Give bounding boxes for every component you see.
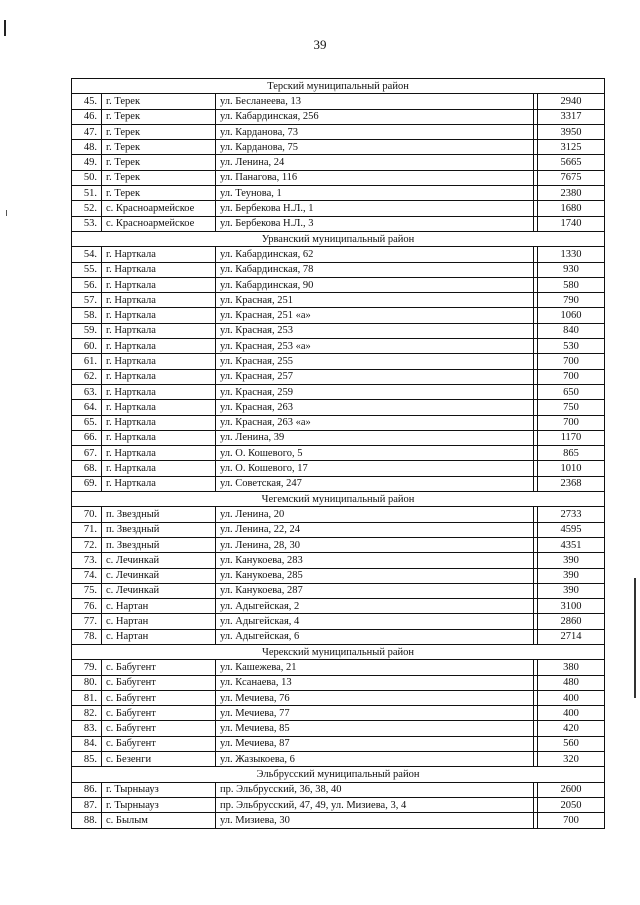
table-row bbox=[72, 629, 605, 644]
row-value: 7675 bbox=[538, 170, 605, 185]
row-number: 50. bbox=[72, 170, 102, 185]
table-row bbox=[72, 507, 605, 522]
row-value: 865 bbox=[538, 446, 605, 461]
table-row bbox=[72, 109, 605, 124]
row-value: 4595 bbox=[538, 522, 605, 537]
section-header-row bbox=[72, 231, 605, 246]
row-locality: г. Нарткала bbox=[102, 354, 216, 369]
table-row bbox=[72, 124, 605, 139]
row-address: ул. Ленина, 20 bbox=[216, 507, 534, 522]
row-locality: г. Терек bbox=[102, 109, 216, 124]
row-locality: г. Нарткала bbox=[102, 339, 216, 354]
row-locality: г. Нарткала bbox=[102, 430, 216, 445]
table-row bbox=[72, 537, 605, 552]
row-value: 790 bbox=[538, 293, 605, 308]
section-title: Урванский муниципальный район bbox=[72, 231, 605, 246]
table-row bbox=[72, 675, 605, 690]
row-number: 60. bbox=[72, 339, 102, 354]
row-address: ул. Кабардинская, 78 bbox=[216, 262, 534, 277]
table-row bbox=[72, 568, 605, 583]
row-value: 700 bbox=[538, 354, 605, 369]
row-number: 80. bbox=[72, 675, 102, 690]
row-locality: г. Нарткала bbox=[102, 323, 216, 338]
row-value: 400 bbox=[538, 690, 605, 705]
row-address: ул. Красная, 257 bbox=[216, 369, 534, 384]
row-locality: г. Нарткала bbox=[102, 400, 216, 415]
row-number: 58. bbox=[72, 308, 102, 323]
row-value: 390 bbox=[538, 583, 605, 598]
section-title: Эльбрусский муниципальный район bbox=[72, 767, 605, 782]
table-row bbox=[72, 797, 605, 812]
row-number: 56. bbox=[72, 277, 102, 292]
row-number: 51. bbox=[72, 186, 102, 201]
row-value: 380 bbox=[538, 660, 605, 675]
row-locality: г. Нарткала bbox=[102, 369, 216, 384]
table-row bbox=[72, 140, 605, 155]
row-value: 390 bbox=[538, 553, 605, 568]
row-number: 72. bbox=[72, 537, 102, 552]
row-value: 3100 bbox=[538, 599, 605, 614]
row-number: 57. bbox=[72, 293, 102, 308]
table-row bbox=[72, 522, 605, 537]
row-address: ул. Мечиева, 76 bbox=[216, 690, 534, 705]
row-locality: с. Лечинкай bbox=[102, 583, 216, 598]
row-number: 71. bbox=[72, 522, 102, 537]
row-value: 700 bbox=[538, 369, 605, 384]
row-number: 49. bbox=[72, 155, 102, 170]
row-address: ул. О. Кошевого, 5 bbox=[216, 446, 534, 461]
row-locality: с. Нартан bbox=[102, 599, 216, 614]
row-address: ул. Кашежева, 21 bbox=[216, 660, 534, 675]
row-address: ул. Канукоева, 283 bbox=[216, 553, 534, 568]
row-value: 560 bbox=[538, 736, 605, 751]
row-number: 74. bbox=[72, 568, 102, 583]
row-number: 53. bbox=[72, 216, 102, 231]
row-number: 76. bbox=[72, 599, 102, 614]
row-value: 3950 bbox=[538, 124, 605, 139]
section-header-row bbox=[72, 644, 605, 659]
row-address: ул. Мизиева, 30 bbox=[216, 813, 534, 828]
table-row bbox=[72, 155, 605, 170]
row-locality: с. Бабугент bbox=[102, 675, 216, 690]
table-row bbox=[72, 323, 605, 338]
table-row bbox=[72, 461, 605, 476]
row-number: 59. bbox=[72, 323, 102, 338]
row-locality: г. Терек bbox=[102, 155, 216, 170]
row-number: 48. bbox=[72, 140, 102, 155]
row-locality: г. Нарткала bbox=[102, 384, 216, 399]
row-locality: с. Красноармейское bbox=[102, 216, 216, 231]
row-value: 2050 bbox=[538, 797, 605, 812]
row-number: 46. bbox=[72, 109, 102, 124]
row-value: 2940 bbox=[538, 94, 605, 109]
row-locality: г. Нарткала bbox=[102, 476, 216, 491]
row-locality: с. Нартан bbox=[102, 629, 216, 644]
row-locality: с. Бабугент bbox=[102, 721, 216, 736]
row-address: ул. Красная, 253 bbox=[216, 323, 534, 338]
row-value: 700 bbox=[538, 415, 605, 430]
section-header-row bbox=[72, 492, 605, 507]
row-locality: п. Звездный bbox=[102, 522, 216, 537]
table-row bbox=[72, 721, 605, 736]
row-locality: п. Звездный bbox=[102, 537, 216, 552]
row-number: 63. bbox=[72, 384, 102, 399]
row-value: 580 bbox=[538, 277, 605, 292]
table-row bbox=[72, 293, 605, 308]
row-value: 1060 bbox=[538, 308, 605, 323]
row-locality: с. Безенги bbox=[102, 752, 216, 767]
row-address: ул. Ленина, 22, 24 bbox=[216, 522, 534, 537]
row-locality: г. Терек bbox=[102, 140, 216, 155]
row-address: ул. Мечиева, 87 bbox=[216, 736, 534, 751]
row-value: 530 bbox=[538, 339, 605, 354]
row-locality: п. Звездный bbox=[102, 507, 216, 522]
row-value: 2860 bbox=[538, 614, 605, 629]
row-locality: г. Нарткала bbox=[102, 415, 216, 430]
row-value: 2380 bbox=[538, 186, 605, 201]
row-number: 69. bbox=[72, 476, 102, 491]
row-address: пр. Эльбрусский, 36, 38, 40 bbox=[216, 782, 534, 797]
row-locality: с. Бабугент bbox=[102, 736, 216, 751]
row-value: 2368 bbox=[538, 476, 605, 491]
row-number: 61. bbox=[72, 354, 102, 369]
row-number: 68. bbox=[72, 461, 102, 476]
table-row bbox=[72, 308, 605, 323]
section-header-row bbox=[72, 79, 605, 94]
row-value: 4351 bbox=[538, 537, 605, 552]
row-address: ул. Кабардинская, 256 bbox=[216, 109, 534, 124]
row-address: ул. Советская, 247 bbox=[216, 476, 534, 491]
row-number: 45. bbox=[72, 94, 102, 109]
table-row bbox=[72, 384, 605, 399]
row-value: 750 bbox=[538, 400, 605, 415]
scan-margin-mark bbox=[4, 20, 6, 36]
row-locality: с. Бабугент bbox=[102, 690, 216, 705]
table-row bbox=[72, 660, 605, 675]
row-number: 85. bbox=[72, 752, 102, 767]
table-row bbox=[72, 277, 605, 292]
row-locality: г. Тырныауз bbox=[102, 797, 216, 812]
row-locality: с. Былым bbox=[102, 813, 216, 828]
row-value: 3125 bbox=[538, 140, 605, 155]
row-locality: г. Терек bbox=[102, 186, 216, 201]
row-number: 82. bbox=[72, 706, 102, 721]
table-row bbox=[72, 170, 605, 185]
row-address: ул. Адыгейская, 4 bbox=[216, 614, 534, 629]
row-number: 86. bbox=[72, 782, 102, 797]
row-address: ул. Панагова, 116 bbox=[216, 170, 534, 185]
row-number: 67. bbox=[72, 446, 102, 461]
table-row bbox=[72, 430, 605, 445]
row-number: 77. bbox=[72, 614, 102, 629]
table-row bbox=[72, 706, 605, 721]
row-address: ул. Мечиева, 85 bbox=[216, 721, 534, 736]
row-address: ул. Красная, 251 «а» bbox=[216, 308, 534, 323]
row-number: 70. bbox=[72, 507, 102, 522]
row-value: 2714 bbox=[538, 629, 605, 644]
table-row bbox=[72, 782, 605, 797]
row-address: ул. Канукоева, 285 bbox=[216, 568, 534, 583]
row-locality: с. Лечинкай bbox=[102, 553, 216, 568]
row-number: 62. bbox=[72, 369, 102, 384]
row-address: ул. Красная, 255 bbox=[216, 354, 534, 369]
table-row bbox=[72, 400, 605, 415]
table-row bbox=[72, 247, 605, 262]
row-locality: г. Нарткала bbox=[102, 446, 216, 461]
row-locality: г. Нарткала bbox=[102, 277, 216, 292]
row-number: 73. bbox=[72, 553, 102, 568]
row-value: 2733 bbox=[538, 507, 605, 522]
row-locality: г. Терек bbox=[102, 94, 216, 109]
table-row bbox=[72, 262, 605, 277]
row-locality: с. Бабугент bbox=[102, 706, 216, 721]
row-address: ул. Бербекова Н.Л., 1 bbox=[216, 201, 534, 216]
row-value: 390 bbox=[538, 568, 605, 583]
row-value: 5665 bbox=[538, 155, 605, 170]
scan-margin-mark bbox=[634, 578, 636, 698]
table-row bbox=[72, 354, 605, 369]
row-value: 650 bbox=[538, 384, 605, 399]
table-row bbox=[72, 94, 605, 109]
row-value: 420 bbox=[538, 721, 605, 736]
row-number: 78. bbox=[72, 629, 102, 644]
row-value: 2600 bbox=[538, 782, 605, 797]
row-value: 3317 bbox=[538, 109, 605, 124]
row-locality: г. Нарткала bbox=[102, 308, 216, 323]
row-value: 1740 bbox=[538, 216, 605, 231]
table-row bbox=[72, 446, 605, 461]
row-locality: г. Терек bbox=[102, 124, 216, 139]
row-locality: г. Тырныауз bbox=[102, 782, 216, 797]
row-number: 54. bbox=[72, 247, 102, 262]
row-locality: с. Лечинкай bbox=[102, 568, 216, 583]
row-value: 1330 bbox=[538, 247, 605, 262]
row-address: ул. Бербекова Н.Л., 3 bbox=[216, 216, 534, 231]
table-row bbox=[72, 201, 605, 216]
row-value: 480 bbox=[538, 675, 605, 690]
table-row bbox=[72, 553, 605, 568]
row-locality: г. Нарткала bbox=[102, 461, 216, 476]
row-address: ул. Канукоева, 287 bbox=[216, 583, 534, 598]
table-row bbox=[72, 583, 605, 598]
row-address: ул. Ленина, 39 bbox=[216, 430, 534, 445]
row-number: 87. bbox=[72, 797, 102, 812]
table-row bbox=[72, 415, 605, 430]
table-row bbox=[72, 752, 605, 767]
row-value: 1680 bbox=[538, 201, 605, 216]
row-locality: с. Бабугент bbox=[102, 660, 216, 675]
page-number: 39 bbox=[313, 37, 327, 52]
table-row bbox=[72, 339, 605, 354]
row-locality: г. Нарткала bbox=[102, 262, 216, 277]
row-address: ул. Карданова, 75 bbox=[216, 140, 534, 155]
row-number: 84. bbox=[72, 736, 102, 751]
table-row bbox=[72, 476, 605, 491]
row-value: 1170 bbox=[538, 430, 605, 445]
row-address: ул. Ленина, 24 bbox=[216, 155, 534, 170]
row-number: 64. bbox=[72, 400, 102, 415]
row-locality: г. Нарткала bbox=[102, 247, 216, 262]
section-title: Терский муниципальный район bbox=[72, 79, 605, 94]
table-row bbox=[72, 186, 605, 201]
table-row bbox=[72, 216, 605, 231]
row-address: ул. Мечиева, 77 bbox=[216, 706, 534, 721]
row-address: ул. Красная, 251 bbox=[216, 293, 534, 308]
registry-table-body bbox=[72, 79, 605, 829]
table-row bbox=[72, 736, 605, 751]
row-locality: с. Нартан bbox=[102, 614, 216, 629]
row-address: ул. Карданова, 73 bbox=[216, 124, 534, 139]
row-number: 66. bbox=[72, 430, 102, 445]
row-address: ул. Красная, 263 bbox=[216, 400, 534, 415]
row-number: 81. bbox=[72, 690, 102, 705]
row-address: ул. Кабардинская, 90 bbox=[216, 277, 534, 292]
row-address: ул. Красная, 259 bbox=[216, 384, 534, 399]
row-number: 83. bbox=[72, 721, 102, 736]
row-number: 79. bbox=[72, 660, 102, 675]
table-row bbox=[72, 599, 605, 614]
row-address: ул. Адыгейская, 2 bbox=[216, 599, 534, 614]
row-value: 320 bbox=[538, 752, 605, 767]
row-address: ул. Красная, 253 «а» bbox=[216, 339, 534, 354]
table-row bbox=[72, 369, 605, 384]
row-address: ул. Ксанаева, 13 bbox=[216, 675, 534, 690]
row-number: 65. bbox=[72, 415, 102, 430]
table-row bbox=[72, 813, 605, 828]
section-title: Чегемский муниципальный район bbox=[72, 492, 605, 507]
section-title: Черекский муниципальный район bbox=[72, 644, 605, 659]
row-number: 47. bbox=[72, 124, 102, 139]
row-value: 840 bbox=[538, 323, 605, 338]
row-locality: г. Нарткала bbox=[102, 293, 216, 308]
row-locality: г. Терек bbox=[102, 170, 216, 185]
row-address: ул. Кабардинская, 62 bbox=[216, 247, 534, 262]
row-number: 55. bbox=[72, 262, 102, 277]
row-number: 52. bbox=[72, 201, 102, 216]
registry-table bbox=[71, 78, 605, 829]
row-address: ул. Ленина, 28, 30 bbox=[216, 537, 534, 552]
row-value: 400 bbox=[538, 706, 605, 721]
row-address: ул. О. Кошевого, 17 bbox=[216, 461, 534, 476]
section-header-row bbox=[72, 767, 605, 782]
row-number: 88. bbox=[72, 813, 102, 828]
row-address: пр. Эльбрусский, 47, 49, ул. Мизиева, 3, 4 bbox=[216, 797, 534, 812]
row-address: ул. Адыгейская, 6 bbox=[216, 629, 534, 644]
row-value: 930 bbox=[538, 262, 605, 277]
row-number: 75. bbox=[72, 583, 102, 598]
row-value: 700 bbox=[538, 813, 605, 828]
row-address: ул. Бесланеева, 13 bbox=[216, 94, 534, 109]
row-locality: с. Красноармейское bbox=[102, 201, 216, 216]
scan-margin-mark bbox=[6, 210, 7, 216]
row-address: ул. Жазыкоева, 6 bbox=[216, 752, 534, 767]
table-row bbox=[72, 690, 605, 705]
table-row bbox=[72, 614, 605, 629]
row-address: ул. Теунова, 1 bbox=[216, 186, 534, 201]
row-value: 1010 bbox=[538, 461, 605, 476]
row-address: ул. Красная, 263 «а» bbox=[216, 415, 534, 430]
